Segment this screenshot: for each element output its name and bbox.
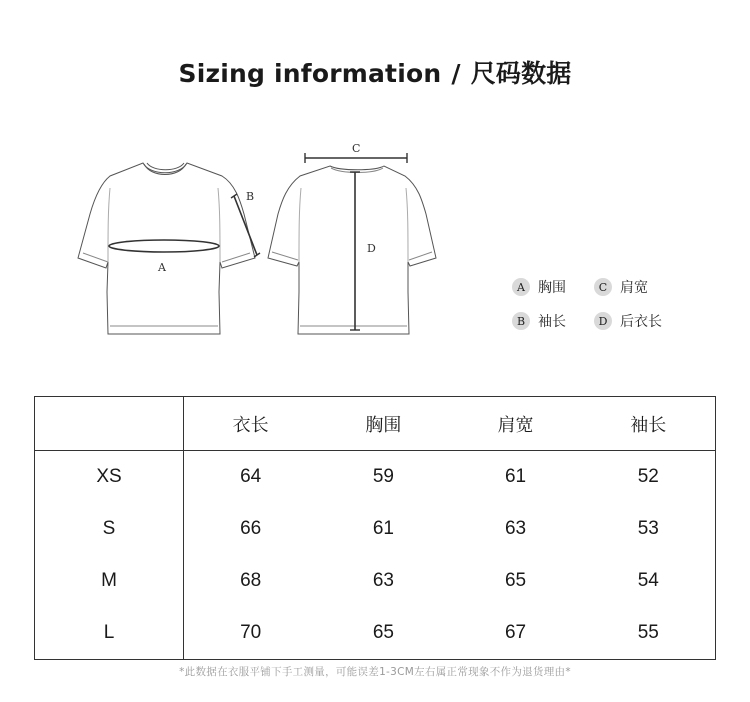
table-cell: 68 bbox=[240, 570, 262, 591]
label-a-front: A bbox=[158, 261, 166, 274]
legend-item-a bbox=[512, 277, 566, 297]
title-separator: / bbox=[451, 59, 461, 88]
table-header-row bbox=[35, 397, 716, 451]
table-cell: 61 bbox=[372, 518, 394, 539]
size-label: M bbox=[35, 555, 184, 607]
table-cell: 63 bbox=[372, 570, 394, 591]
table-cell: 65 bbox=[504, 570, 527, 591]
table-row bbox=[35, 555, 716, 607]
label-c-back: C bbox=[352, 142, 361, 155]
header-sleeve: 袖长 bbox=[582, 397, 716, 451]
sleeve-measure-line bbox=[234, 196, 257, 255]
label-d-back: D bbox=[367, 242, 376, 255]
legend-badge-a: A bbox=[512, 278, 530, 296]
legend-label-b: 袖长 bbox=[538, 314, 566, 330]
tshirt-front-drawing bbox=[78, 163, 255, 334]
table-cell: 54 bbox=[637, 570, 659, 591]
size-label: XS bbox=[35, 451, 184, 504]
table-cell: 66 bbox=[240, 518, 262, 539]
legend-badge-b: B bbox=[512, 312, 530, 330]
table-cell: 55 bbox=[637, 622, 659, 643]
legend-badge-d: D bbox=[594, 312, 612, 330]
tshirt-back-drawing bbox=[268, 166, 436, 334]
size-chart-table bbox=[34, 396, 716, 660]
header-length: 衣长 bbox=[184, 397, 318, 451]
table-cell: 59 bbox=[372, 466, 394, 487]
table-cell: 52 bbox=[637, 466, 659, 487]
legend-item-c bbox=[594, 277, 648, 297]
table-cell: 63 bbox=[504, 518, 527, 539]
table-cell: 65 bbox=[372, 622, 394, 643]
page-title bbox=[0, 54, 750, 90]
header-corner-cell bbox=[35, 397, 184, 451]
legend-badge-c: C bbox=[594, 278, 612, 296]
legend-item-d bbox=[594, 311, 662, 331]
title-english: Sizing information bbox=[178, 59, 442, 88]
legend-label-d: 后衣长 bbox=[620, 314, 662, 330]
table-row bbox=[35, 607, 716, 660]
table-cell: 67 bbox=[504, 622, 527, 643]
size-label: S bbox=[35, 503, 184, 555]
table-cell: 64 bbox=[240, 466, 262, 487]
header-shoulder: 肩宽 bbox=[449, 397, 581, 451]
table-row bbox=[35, 451, 716, 504]
chest-measure-ellipse bbox=[109, 240, 219, 252]
measurement-disclaimer: *此数据在衣服平铺下手工测量，可能误差1-3CM左右属正常现象不作为退货理由* bbox=[179, 666, 571, 678]
table-cell: 61 bbox=[504, 466, 527, 487]
legend-item-b bbox=[512, 311, 566, 331]
table-cell: 53 bbox=[637, 518, 659, 539]
legend-label-a: 胸围 bbox=[538, 280, 566, 296]
title-chinese: 尺码数据 bbox=[470, 59, 572, 88]
table-cell: 70 bbox=[240, 622, 262, 643]
legend-label-c: 肩宽 bbox=[620, 280, 648, 296]
label-b-front: B bbox=[246, 190, 255, 203]
table-row bbox=[35, 503, 716, 555]
size-label: L bbox=[35, 607, 184, 660]
header-chest: 胸围 bbox=[317, 397, 449, 451]
